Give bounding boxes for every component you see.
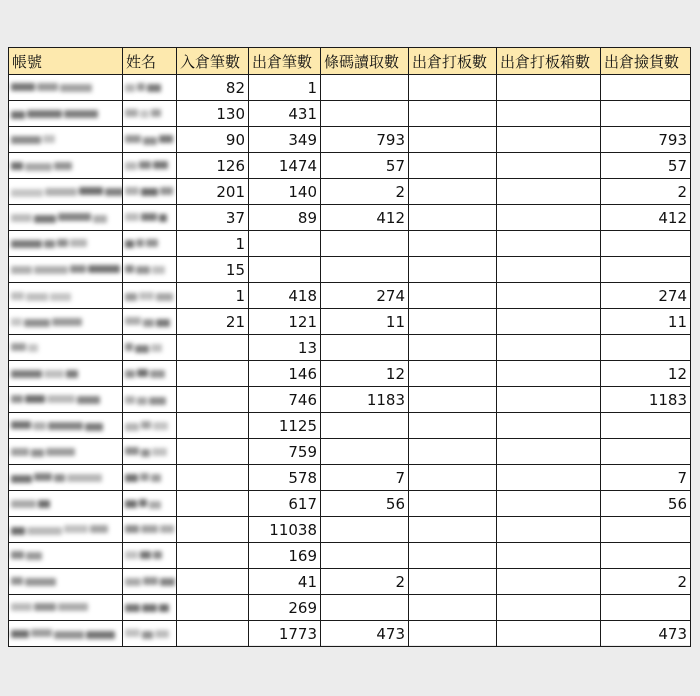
table-row (9, 309, 691, 335)
cell-barcode-reads[interactable]: 412 (321, 205, 409, 231)
cell-outbound-picks[interactable]: 793 (601, 127, 691, 153)
table-row (9, 595, 691, 621)
spreadsheet (8, 47, 690, 645)
cell-outbound-picks[interactable] (601, 595, 691, 621)
account-cell-redacted[interactable] (9, 257, 123, 283)
cell-outbound-pallets[interactable] (409, 75, 497, 101)
cell-barcode-reads[interactable]: 1183 (321, 387, 409, 413)
cell-outbound-picks[interactable] (601, 335, 691, 361)
cell-inbound-count[interactable]: 82 (177, 75, 249, 101)
cell-outbound-pallet-boxes[interactable] (497, 179, 601, 205)
table-row (9, 231, 691, 257)
cell-outbound-pallet-boxes[interactable] (497, 101, 601, 127)
cell-outbound-count[interactable]: 1125 (249, 413, 321, 439)
cell-outbound-count[interactable]: 89 (249, 205, 321, 231)
cell-outbound-pallets[interactable] (409, 387, 497, 413)
account-cell-redacted[interactable] (9, 283, 123, 309)
account-cell-redacted[interactable] (9, 231, 123, 257)
account-cell-redacted[interactable] (9, 465, 123, 491)
cell-outbound-count[interactable]: 759 (249, 439, 321, 465)
cell-outbound-pallets[interactable] (409, 569, 497, 595)
cell-outbound-pallet-boxes[interactable] (497, 465, 601, 491)
cell-barcode-reads[interactable] (321, 543, 409, 569)
name-cell-redacted[interactable] (123, 491, 177, 517)
table-row (9, 127, 691, 153)
table-row (9, 101, 691, 127)
cell-inbound-count[interactable] (177, 361, 249, 387)
cell-outbound-pallet-boxes[interactable] (497, 153, 601, 179)
cell-inbound-count[interactable]: 90 (177, 127, 249, 153)
cell-outbound-picks[interactable] (601, 257, 691, 283)
cell-outbound-pallets[interactable] (409, 309, 497, 335)
cell-outbound-pallet-boxes[interactable] (497, 439, 601, 465)
table-row (9, 335, 691, 361)
cell-barcode-reads[interactable]: 12 (321, 361, 409, 387)
table-row (9, 569, 691, 595)
cell-outbound-picks[interactable] (601, 75, 691, 101)
name-cell-redacted[interactable] (123, 465, 177, 491)
cell-inbound-count[interactable] (177, 387, 249, 413)
cell-outbound-pallets[interactable] (409, 413, 497, 439)
cell-outbound-pallet-boxes[interactable] (497, 309, 601, 335)
cell-outbound-count[interactable]: 169 (249, 543, 321, 569)
name-cell-redacted[interactable] (123, 361, 177, 387)
cell-outbound-pallet-boxes[interactable] (497, 517, 601, 543)
table-row (9, 153, 691, 179)
account-cell-redacted[interactable] (9, 569, 123, 595)
table-row (9, 283, 691, 309)
cell-outbound-picks[interactable]: 274 (601, 283, 691, 309)
name-cell-redacted[interactable] (123, 127, 177, 153)
cell-outbound-pallets[interactable] (409, 257, 497, 283)
name-cell-redacted[interactable] (123, 387, 177, 413)
cell-outbound-pallets[interactable] (409, 231, 497, 257)
cell-barcode-reads[interactable]: 57 (321, 153, 409, 179)
cell-outbound-pallet-boxes[interactable] (497, 127, 601, 153)
name-cell-redacted[interactable] (123, 101, 177, 127)
cell-outbound-pallet-boxes[interactable] (497, 491, 601, 517)
account-cell-redacted[interactable] (9, 439, 123, 465)
cell-barcode-reads[interactable]: 11 (321, 309, 409, 335)
table-row (9, 621, 691, 647)
cell-outbound-picks[interactable] (601, 413, 691, 439)
table-row (9, 387, 691, 413)
account-cell-redacted[interactable] (9, 361, 123, 387)
cell-barcode-reads[interactable]: 473 (321, 621, 409, 647)
cell-outbound-pallets[interactable] (409, 335, 497, 361)
account-cell-redacted[interactable] (9, 101, 123, 127)
name-cell-redacted[interactable] (123, 309, 177, 335)
cell-outbound-pallet-boxes[interactable] (497, 335, 601, 361)
cell-barcode-reads[interactable]: 274 (321, 283, 409, 309)
cell-barcode-reads[interactable] (321, 595, 409, 621)
cell-outbound-pallets[interactable] (409, 153, 497, 179)
cell-barcode-reads[interactable] (321, 231, 409, 257)
header-row (9, 48, 691, 75)
table-row (9, 413, 691, 439)
cell-barcode-reads[interactable] (321, 335, 409, 361)
header-outbound-pallet-boxes[interactable]: 出倉打板箱數 (497, 48, 601, 75)
name-cell-redacted[interactable] (123, 621, 177, 647)
cell-inbound-count[interactable]: 37 (177, 205, 249, 231)
cell-inbound-count[interactable] (177, 621, 249, 647)
cell-outbound-count[interactable]: 11038 (249, 517, 321, 543)
cell-outbound-pallet-boxes[interactable] (497, 205, 601, 231)
cell-outbound-pallets[interactable] (409, 205, 497, 231)
cell-outbound-pallets[interactable] (409, 491, 497, 517)
cell-outbound-pallets[interactable] (409, 361, 497, 387)
cell-barcode-reads[interactable]: 2 (321, 569, 409, 595)
header-outbound-picks[interactable]: 出倉撿貨數 (601, 48, 691, 75)
cell-outbound-picks[interactable]: 2 (601, 569, 691, 595)
cell-outbound-picks[interactable]: 7 (601, 465, 691, 491)
name-cell-redacted[interactable] (123, 595, 177, 621)
name-cell-redacted[interactable] (123, 179, 177, 205)
cell-outbound-pallet-boxes[interactable] (497, 75, 601, 101)
cell-outbound-picks[interactable] (601, 101, 691, 127)
header-outbound-pallets[interactable]: 出倉打板數 (409, 48, 497, 75)
cell-inbound-count[interactable]: 130 (177, 101, 249, 127)
name-cell-redacted[interactable] (123, 569, 177, 595)
account-cell-redacted[interactable] (9, 621, 123, 647)
table-row (9, 465, 691, 491)
account-cell-redacted[interactable] (9, 335, 123, 361)
cell-outbound-pallets[interactable] (409, 101, 497, 127)
cell-barcode-reads[interactable]: 2 (321, 179, 409, 205)
cell-outbound-pallets[interactable] (409, 595, 497, 621)
cell-inbound-count[interactable] (177, 595, 249, 621)
account-cell-redacted[interactable] (9, 153, 123, 179)
cell-outbound-pallet-boxes[interactable] (497, 543, 601, 569)
cell-inbound-count[interactable] (177, 439, 249, 465)
account-cell-redacted[interactable] (9, 179, 123, 205)
cell-barcode-reads[interactable] (321, 517, 409, 543)
cell-outbound-picks[interactable] (601, 439, 691, 465)
cell-outbound-count[interactable]: 121 (249, 309, 321, 335)
cell-outbound-pallet-boxes[interactable] (497, 231, 601, 257)
cell-outbound-pallet-boxes[interactable] (497, 387, 601, 413)
cell-inbound-count[interactable] (177, 491, 249, 517)
cell-barcode-reads[interactable] (321, 257, 409, 283)
header-account[interactable]: 帳號 (9, 48, 123, 75)
cell-outbound-count[interactable]: 431 (249, 101, 321, 127)
cell-barcode-reads[interactable] (321, 101, 409, 127)
cell-inbound-count[interactable] (177, 335, 249, 361)
cell-outbound-pallet-boxes[interactable] (497, 257, 601, 283)
cell-outbound-pallet-boxes[interactable] (497, 361, 601, 387)
name-cell-redacted[interactable] (123, 75, 177, 101)
name-cell-redacted[interactable] (123, 413, 177, 439)
cell-outbound-picks[interactable]: 57 (601, 153, 691, 179)
table-row (9, 361, 691, 387)
cell-outbound-picks[interactable]: 1183 (601, 387, 691, 413)
cell-outbound-count[interactable] (249, 257, 321, 283)
cell-outbound-count[interactable]: 1474 (249, 153, 321, 179)
cell-outbound-pallet-boxes[interactable] (497, 569, 601, 595)
name-cell-redacted[interactable] (123, 205, 177, 231)
table-row (9, 205, 691, 231)
cell-barcode-reads[interactable] (321, 439, 409, 465)
cell-inbound-count[interactable]: 1 (177, 231, 249, 257)
table-row (9, 517, 691, 543)
cell-outbound-count[interactable]: 140 (249, 179, 321, 205)
cell-outbound-picks[interactable] (601, 517, 691, 543)
table-row (9, 257, 691, 283)
name-cell-redacted[interactable] (123, 153, 177, 179)
cell-outbound-pallet-boxes[interactable] (497, 595, 601, 621)
cell-outbound-picks[interactable]: 412 (601, 205, 691, 231)
header-barcode-reads[interactable]: 條碼讀取數 (321, 48, 409, 75)
cell-outbound-count[interactable] (249, 231, 321, 257)
cell-outbound-pallets[interactable] (409, 439, 497, 465)
cell-outbound-picks[interactable]: 11 (601, 309, 691, 335)
cell-outbound-count[interactable]: 349 (249, 127, 321, 153)
cell-outbound-picks[interactable]: 12 (601, 361, 691, 387)
cell-outbound-picks[interactable]: 56 (601, 491, 691, 517)
name-cell-redacted[interactable] (123, 543, 177, 569)
cell-outbound-picks[interactable] (601, 543, 691, 569)
cell-outbound-count[interactable]: 418 (249, 283, 321, 309)
cell-outbound-pallets[interactable] (409, 283, 497, 309)
cell-inbound-count[interactable]: 21 (177, 309, 249, 335)
cell-inbound-count[interactable] (177, 413, 249, 439)
header-inbound-count[interactable]: 入倉筆數 (177, 48, 249, 75)
name-cell-redacted[interactable] (123, 231, 177, 257)
cell-outbound-pallets[interactable] (409, 621, 497, 647)
cell-barcode-reads[interactable]: 7 (321, 465, 409, 491)
table-row (9, 179, 691, 205)
cell-outbound-pallets[interactable] (409, 127, 497, 153)
cell-barcode-reads[interactable] (321, 413, 409, 439)
account-cell-redacted[interactable] (9, 127, 123, 153)
cell-outbound-count[interactable]: 617 (249, 491, 321, 517)
cell-outbound-count[interactable]: 746 (249, 387, 321, 413)
account-cell-redacted[interactable] (9, 595, 123, 621)
cell-inbound-count[interactable]: 1 (177, 283, 249, 309)
table-row (9, 543, 691, 569)
account-cell-redacted[interactable] (9, 205, 123, 231)
cell-inbound-count[interactable] (177, 517, 249, 543)
name-cell-redacted[interactable] (123, 335, 177, 361)
cell-outbound-count[interactable]: 41 (249, 569, 321, 595)
cell-inbound-count[interactable]: 15 (177, 257, 249, 283)
account-cell-redacted[interactable] (9, 517, 123, 543)
cell-inbound-count[interactable] (177, 465, 249, 491)
cell-outbound-count[interactable]: 578 (249, 465, 321, 491)
header-name[interactable]: 姓名 (123, 48, 177, 75)
cell-inbound-count[interactable] (177, 543, 249, 569)
cell-inbound-count[interactable] (177, 569, 249, 595)
cell-outbound-pallet-boxes[interactable] (497, 413, 601, 439)
account-cell-redacted[interactable] (9, 413, 123, 439)
account-cell-redacted[interactable] (9, 309, 123, 335)
cell-barcode-reads[interactable]: 56 (321, 491, 409, 517)
name-cell-redacted[interactable] (123, 439, 177, 465)
cell-outbound-picks[interactable]: 2 (601, 179, 691, 205)
cell-outbound-count[interactable]: 146 (249, 361, 321, 387)
table-row (9, 491, 691, 517)
name-cell-redacted[interactable] (123, 257, 177, 283)
data-table (8, 47, 691, 647)
cell-outbound-pallets[interactable] (409, 179, 497, 205)
cell-outbound-pallets[interactable] (409, 465, 497, 491)
cell-outbound-pallets[interactable] (409, 543, 497, 569)
cell-inbound-count[interactable]: 201 (177, 179, 249, 205)
account-cell-redacted[interactable] (9, 387, 123, 413)
cell-outbound-count[interactable]: 269 (249, 595, 321, 621)
cell-outbound-pallet-boxes[interactable] (497, 621, 601, 647)
cell-outbound-count[interactable]: 13 (249, 335, 321, 361)
table-row (9, 75, 691, 101)
account-cell-redacted[interactable] (9, 491, 123, 517)
name-cell-redacted[interactable] (123, 283, 177, 309)
cell-outbound-count[interactable]: 1773 (249, 621, 321, 647)
cell-barcode-reads[interactable] (321, 75, 409, 101)
account-cell-redacted[interactable] (9, 75, 123, 101)
cell-outbound-picks[interactable] (601, 231, 691, 257)
table-row (9, 439, 691, 465)
cell-barcode-reads[interactable]: 793 (321, 127, 409, 153)
cell-outbound-picks[interactable]: 473 (601, 621, 691, 647)
cell-outbound-count[interactable]: 1 (249, 75, 321, 101)
cell-inbound-count[interactable]: 126 (177, 153, 249, 179)
name-cell-redacted[interactable] (123, 517, 177, 543)
cell-outbound-pallets[interactable] (409, 517, 497, 543)
header-outbound-count[interactable]: 出倉筆數 (249, 48, 321, 75)
account-cell-redacted[interactable] (9, 543, 123, 569)
cell-outbound-pallet-boxes[interactable] (497, 283, 601, 309)
